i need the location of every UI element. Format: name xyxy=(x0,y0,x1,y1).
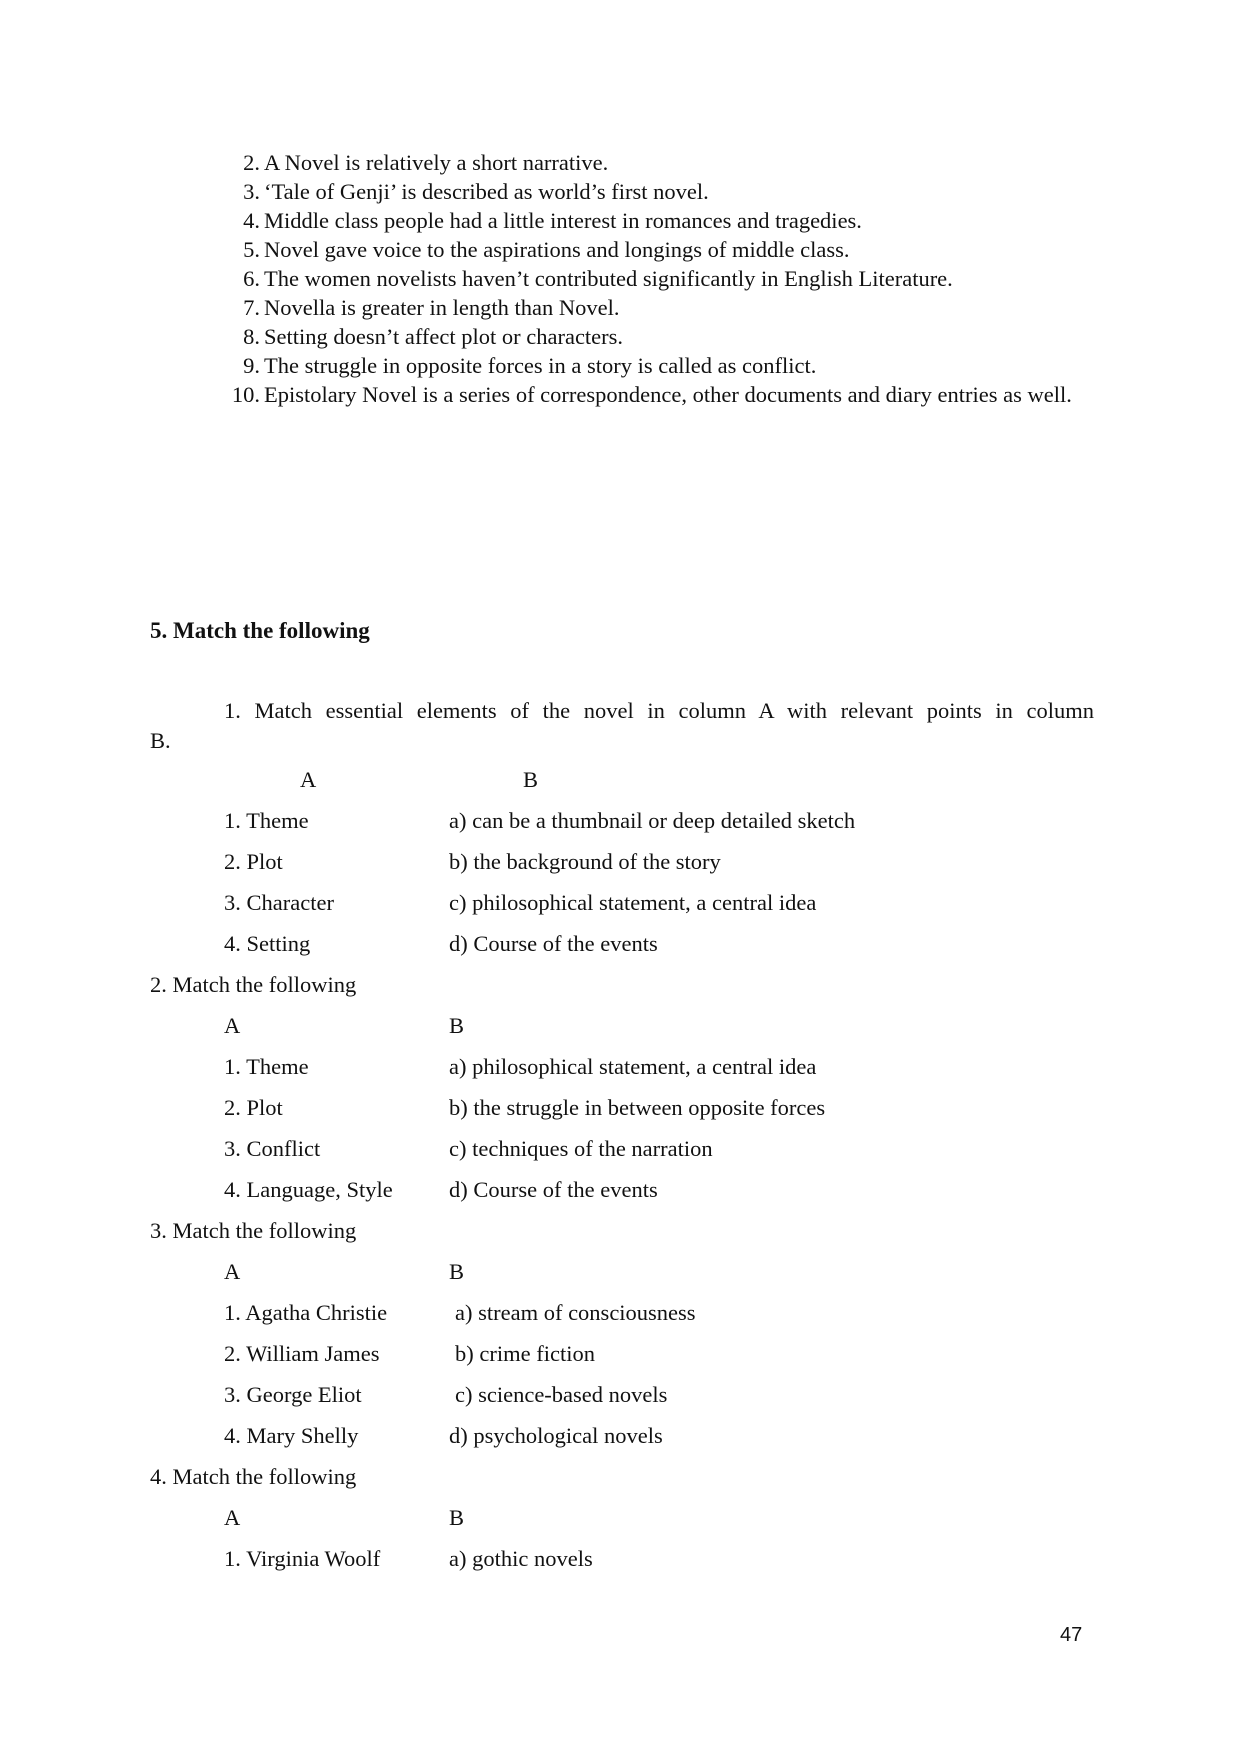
page-number: 47 xyxy=(1060,1624,1083,1646)
item-text: Setting doesn’t affect plot or characters. xyxy=(264,324,624,349)
item-number: 4. xyxy=(243,208,260,233)
item-number: 2. xyxy=(243,150,260,175)
match-title: 3. Match the following xyxy=(150,1218,357,1243)
column-a-cell: 1. Theme xyxy=(224,808,309,833)
column-b-header: B xyxy=(523,767,539,792)
section-heading: 5. Match the following xyxy=(150,618,370,643)
column-b-cell: b) the background of the story xyxy=(449,849,721,874)
list-item xyxy=(224,148,1094,177)
column-a-cell: 3. Character xyxy=(224,890,334,915)
column-a-cell: 3. Conflict xyxy=(224,1136,321,1161)
item-text: ‘Tale of Genji’ is described as world’s first novel. xyxy=(264,179,709,204)
column-a-cell: 1. Agatha Christie xyxy=(224,1300,388,1325)
item-number: 5. xyxy=(243,237,260,262)
column-b-cell: a) stream of consciousness xyxy=(455,1300,696,1325)
item-text: Middle class people had a little interest in romances and tragedies. xyxy=(264,208,862,233)
column-b-cell: a) can be a thumbnail or deep detailed sketch xyxy=(449,808,856,833)
item-text: Epistolary Novel is a series of correspondence, other documents and diary entries as well. xyxy=(264,382,1072,407)
column-a-cell: 4. Mary Shelly xyxy=(224,1423,359,1448)
list-item xyxy=(224,235,1094,264)
list-item xyxy=(224,322,1094,351)
column-a-header: A xyxy=(300,767,317,792)
column-a-cell: 1. Virginia Woolf xyxy=(224,1546,381,1571)
item-text: The women novelists haven’t contributed significantly in English Literature. xyxy=(264,266,953,291)
list-item xyxy=(224,264,1094,293)
column-b-cell: c) techniques of the narration xyxy=(449,1136,713,1161)
column-b-cell: c) science-based novels xyxy=(455,1382,668,1407)
list-item xyxy=(224,206,1094,235)
item-text: The struggle in opposite forces in a story is called as conflict. xyxy=(264,353,817,378)
column-b-cell: b) crime fiction xyxy=(455,1341,595,1366)
column-b-cell: d) Course of the events xyxy=(449,1177,658,1202)
column-b-cell: b) the struggle in between opposite forces xyxy=(449,1095,826,1120)
column-b-cell: a) philosophical statement, a central idea xyxy=(449,1054,817,1079)
list-item xyxy=(224,351,1094,380)
column-b-cell: c) philosophical statement, a central idea xyxy=(449,890,817,915)
column-b-header: B xyxy=(449,1505,465,1530)
column-b-header: B xyxy=(449,1013,465,1038)
instruction-text xyxy=(150,696,1094,756)
column-a-cell: 2. William James xyxy=(224,1341,380,1366)
instruction-line-1: 1. Match essential elements of the novel in column A with relevant points in column xyxy=(224,698,1094,723)
match-title: 4. Match the following xyxy=(150,1464,357,1489)
column-b-cell: d) Course of the events xyxy=(449,931,658,956)
item-text: Novel gave voice to the aspirations and longings of middle class. xyxy=(264,237,850,262)
list-item xyxy=(224,293,1094,322)
column-a-cell: 2. Plot xyxy=(224,1095,283,1120)
column-a-cell: 4. Setting xyxy=(224,931,311,956)
column-a-header: A xyxy=(224,1259,241,1284)
instruction-line-2: B. xyxy=(150,728,171,753)
item-number: 10. xyxy=(231,382,260,407)
column-a-header: A xyxy=(224,1505,241,1530)
item-number: 7. xyxy=(243,295,260,320)
column-b-cell: a) gothic novels xyxy=(449,1546,593,1571)
column-a-cell: 3. George Eliot xyxy=(224,1382,362,1407)
column-a-cell: 2. Plot xyxy=(224,849,283,874)
item-number: 8. xyxy=(243,324,260,349)
item-text: A Novel is relatively a short narrative. xyxy=(264,150,609,175)
column-b-header: B xyxy=(449,1259,465,1284)
column-b-cell: d) psychological novels xyxy=(449,1423,663,1448)
column-a-cell: 1. Theme xyxy=(224,1054,309,1079)
list-item xyxy=(224,380,1094,409)
item-text: Novella is greater in length than Novel. xyxy=(264,295,620,320)
list-item xyxy=(224,177,1094,206)
column-a-cell: 4. Language, Style xyxy=(224,1177,393,1202)
column-a-header: A xyxy=(224,1013,241,1038)
match-title: 2. Match the following xyxy=(150,972,357,997)
item-number: 6. xyxy=(243,266,260,291)
item-number: 9. xyxy=(243,353,260,378)
item-number: 3. xyxy=(243,179,260,204)
